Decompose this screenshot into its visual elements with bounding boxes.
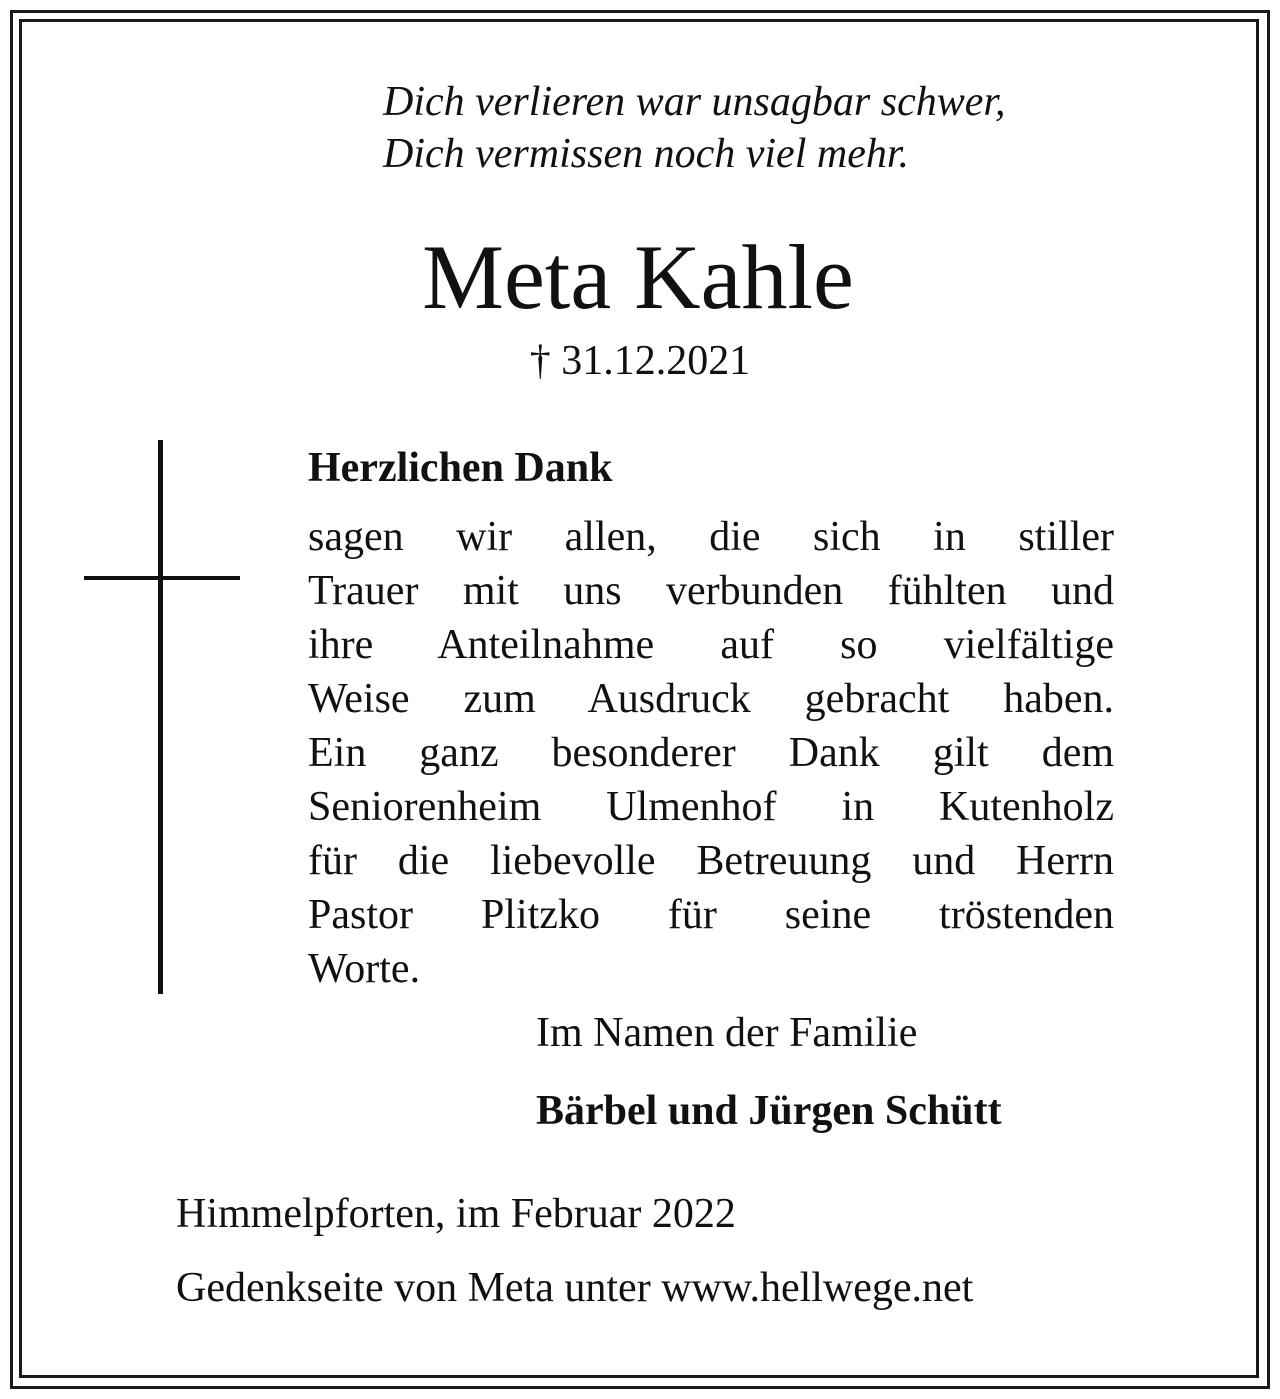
memorial-quote (383, 76, 1006, 180)
signoff-intro: Im Namen der Familie (536, 1010, 918, 1056)
deceased-name (0, 222, 1280, 332)
thanks-line: Worte. (308, 946, 421, 992)
thanks-line: Ein ganz besonderer Dank gilt dem (308, 730, 1114, 776)
thanks-line: Weise zum Ausdruck gebracht haben. (308, 676, 1114, 722)
thanks-line: sagen wir allen, die sich in stiller (308, 514, 1114, 560)
thanks-line: für die liebevolle Betreuung und Herrn (308, 838, 1114, 884)
signoff-names: Bärbel und Jürgen Schütt (536, 1088, 1002, 1134)
thanks-line: Trauer mit uns verbunden fühlten und (308, 568, 1114, 614)
thanks-body (308, 510, 1114, 996)
deceased-name-text: Meta Kahle (422, 226, 854, 328)
quote-line-2: Dich vermissen noch viel mehr. (383, 131, 910, 177)
thanks-line: Pastor Plitzko für seine tröstenden (308, 892, 1114, 938)
cross-icon (84, 440, 240, 994)
memorial-page-note: Gedenkseite von Meta unter www.hellwege.net (176, 1265, 974, 1311)
cross-horizontal-bar (84, 576, 240, 580)
place-date: Himmelpforten, im Februar 2022 (176, 1191, 736, 1237)
quote-line-1: Dich verlieren war unsagbar schwer, (383, 79, 1006, 125)
cross-vertical-bar (158, 440, 163, 994)
thanks-line: ihre Anteilnahme auf so vielfältige (308, 622, 1114, 668)
thanks-heading: Herzlichen Dank (308, 445, 613, 491)
death-date: † 31.12.2021 (529, 338, 751, 384)
thanks-line: Seniorenheim Ulmenhof in Kutenholz (308, 784, 1114, 830)
